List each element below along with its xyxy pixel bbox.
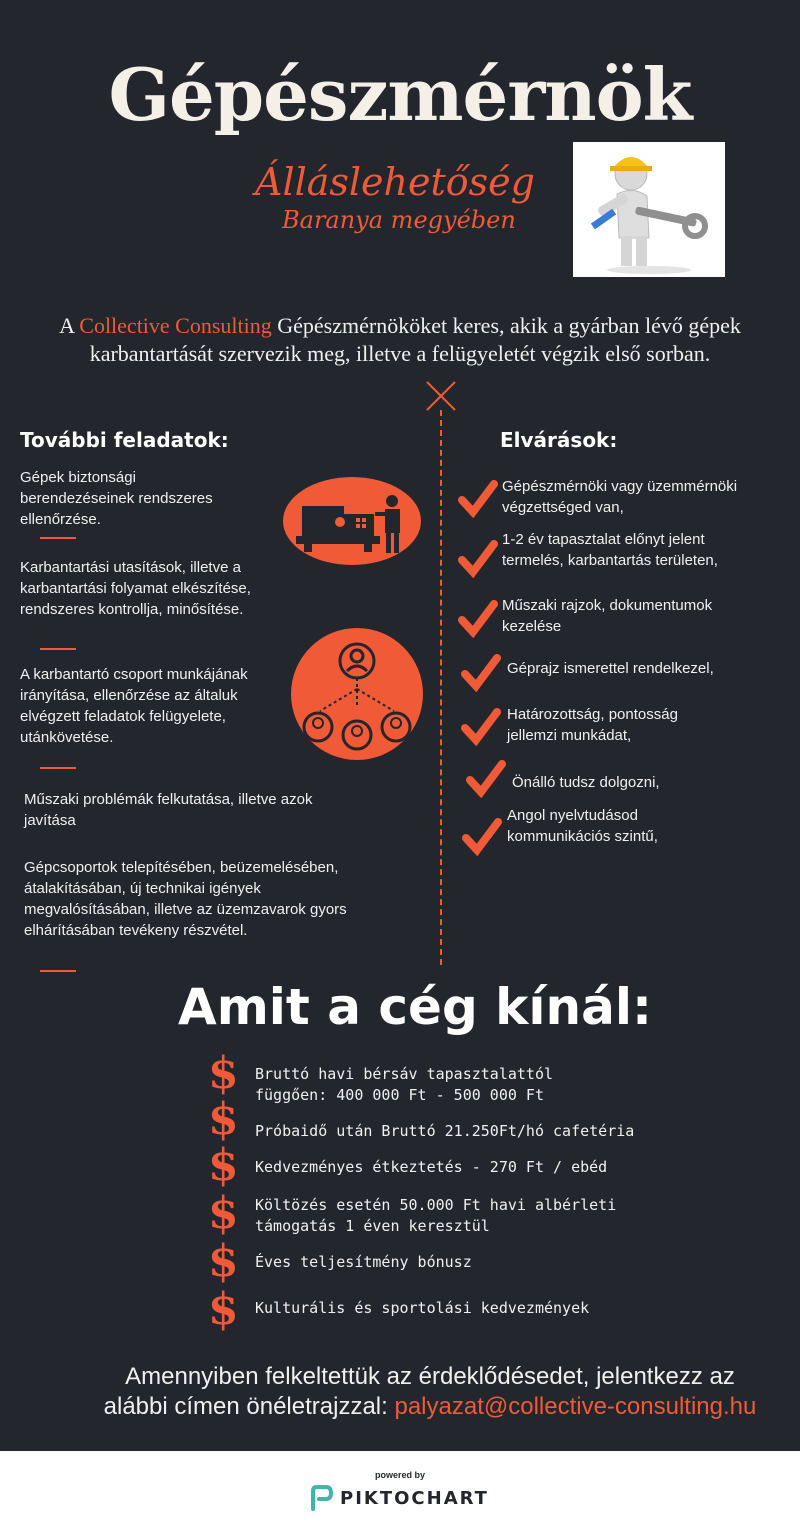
powered-by-label: powered by [374,1470,425,1480]
task-item: Gépcsoportok telepítésében, beüzemelésében, átalakításában, új technikai igények megvalósításában, illetve az üzemzavarok gyors elhárításában tevékeny részvétel. [24,859,347,939]
offer-item: Próbaidő után Bruttó 21.250Ft/hó cafetéria [255,1122,635,1140]
task-separator [40,767,76,769]
dollar-icon: $ [208,1094,239,1145]
requirement-item: Gépészmérnöki vagy üzemmérnöki végzettséged van, [502,478,738,516]
cta-line-2 [30,1392,800,1422]
requirement-item: Önálló tudsz dolgozni, [512,774,660,791]
task-separator [40,970,76,972]
cta-line-prefix: alábbi címen önéletrajzzal: [103,1393,395,1420]
intro-prefix: A [59,313,80,338]
offer-item: Bruttó havi bérsáv tapasztalattól függően: 400 000 Ft - 500 000 Ft [255,1065,554,1104]
dollar-icon: $ [208,1048,239,1099]
dollar-icon: $ [208,1140,239,1191]
checkmark-icon [466,758,506,798]
task-separator [40,537,76,539]
requirement-item: 1-2 év tapasztalat előnyt jelent termelés, karbantartás területen, [502,531,718,569]
offer-item: Éves teljesítmény bónusz [255,1253,472,1271]
call-to-action [30,1362,800,1422]
checkmark-icon [458,598,498,638]
requirement-item: Műszaki rajzok, dokumentumok kezelése [502,597,713,635]
requirement-item: Határozottság, pontosság jellemzi munkádat, [507,706,678,744]
piktochart-logo-icon[interactable] [310,1485,334,1516]
page-subtitle: Álláslehetőség [255,160,535,204]
requirements-heading: Elvárások: [500,428,618,452]
task-item: A karbantartó csoport munkájának irányítása, ellenőrzése az általuk elvégzett feladatok felügyelete, utánkövetése. [20,666,248,746]
checkmark-icon [461,706,501,746]
team-hierarchy-icon [290,627,424,766]
checkmark-icon [458,538,498,578]
offer-item: Kulturális és sportolási kedvezmények [255,1299,590,1317]
offer-item: Kedvezményes étkeztetés - 270 Ft / ebéd [255,1158,608,1176]
task-separator [40,648,76,650]
page-title: Gépészmérnök [108,52,692,137]
cta-line: Amennyiben felkeltettük az érdeklődésedet, jelentkezz az [125,1363,735,1390]
intro-paragraph [20,312,780,368]
dollar-icon: $ [208,1236,239,1287]
requirement-item: Angol nyelvtudásod kommunikációs szintű, [507,807,658,845]
checkmark-icon [461,652,501,692]
task-item: Gépek biztonsági berendezéseinek rendszeres ellenőrzése. [20,469,213,528]
task-item: Műszaki problémák felkutatása, illetve azok javítása [24,791,313,829]
offer-item: Költözés esetén 50.000 Ft havi albérleti támogatás 1 éven keresztül [255,1196,617,1235]
tasks-heading: További feladatok: [20,428,229,452]
offer-heading: Amit a cég kínál: [178,978,652,1036]
page-subtitle-location: Baranya megyében [282,206,516,234]
requirement-item: Géprajz ismerettel rendelkezel, [507,660,714,677]
contact-email-link[interactable]: palyazat@collective-consulting.hu [394,1393,757,1420]
machine-operator-icon [282,476,422,571]
engineer-figure-image [573,142,725,277]
piktochart-brand[interactable]: PIKTOCHART [340,1488,489,1509]
checkmark-icon [462,816,502,856]
company-name: Collective Consulting [79,313,272,338]
dollar-icon: $ [208,1284,239,1335]
checkmark-icon [458,478,498,518]
task-item: Karbantartási utasítások, illetve a karbantartási folyamat elkészítése, rendszeres kontrollja, minősítése. [20,559,251,618]
dollar-icon: $ [208,1188,239,1239]
column-divider [440,410,442,965]
intro-text: Gépészmérnököket keres, akik a gyárban lévő gépek karbantartását szervezik meg, illetve a felügyeletét végzik első sorban. [89,313,741,366]
